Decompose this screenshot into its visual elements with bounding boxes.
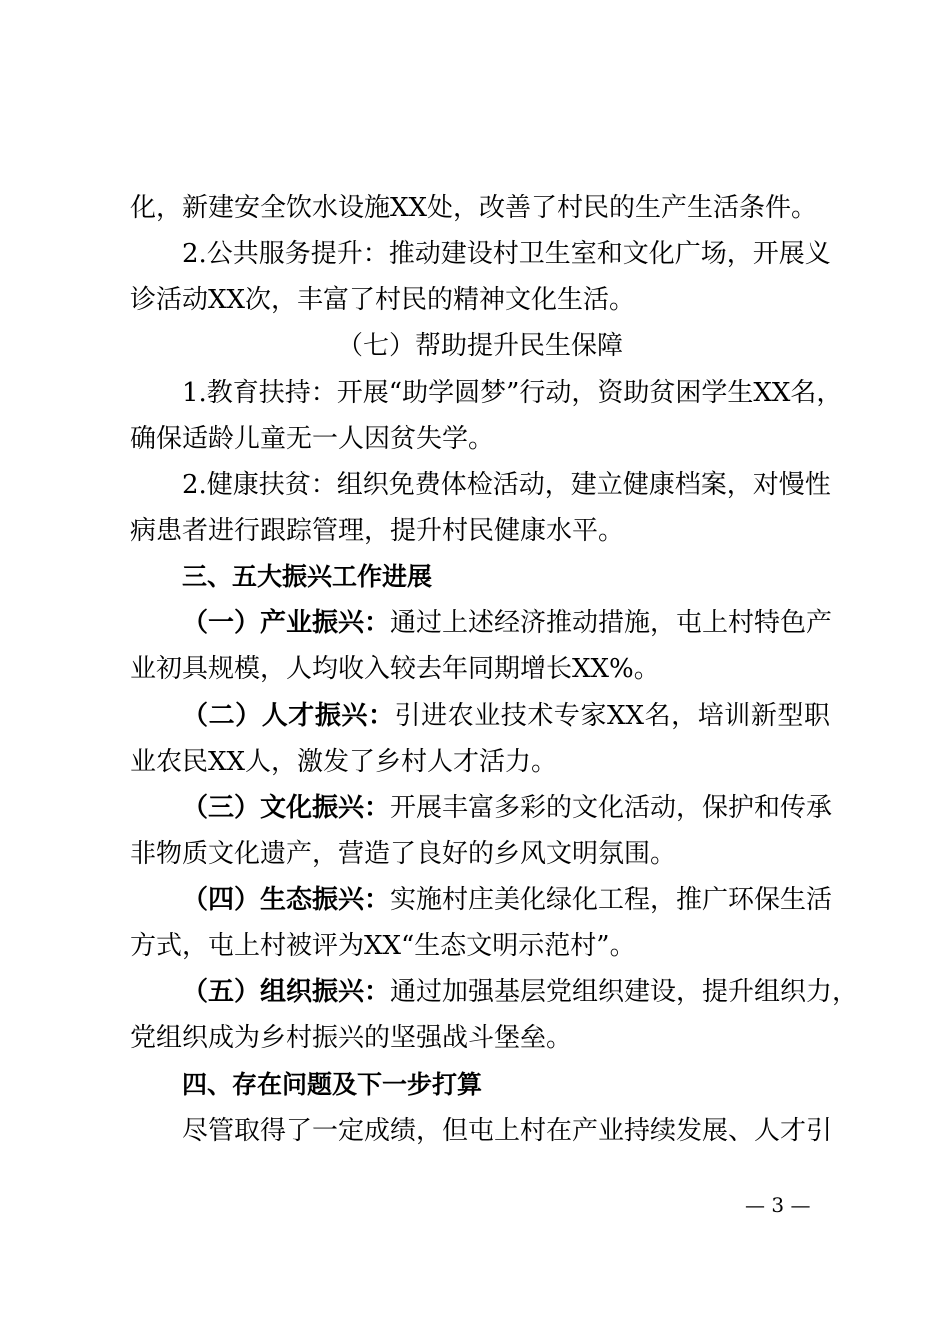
paragraph-line: 2.健康扶贫：组织免费体检活动，建立健康档案，对慢性 [182, 470, 831, 500]
item-label: （二）人才振兴： [182, 701, 395, 731]
paragraph-line: 确保适龄儿童无一人因贫失学。 [130, 424, 495, 454]
item-label: （一）产业振兴： [182, 608, 391, 638]
item-text: 引进农业技术专家XX名，培训新型职 [394, 701, 830, 731]
paragraph-line [182, 977, 859, 1007]
paragraph-line: 2.公共服务提升：推动建设村卫生室和文化广场，开展义 [182, 239, 831, 269]
item-label: （三）文化振兴： [182, 793, 391, 823]
paragraph-line: 非物质文化遗产，营造了良好的乡风文明氛围。 [130, 839, 677, 869]
paragraph-line [182, 701, 830, 731]
page-number: — 3 — [745, 1193, 811, 1217]
paragraph-line: 诊活动XX次，丰富了村民的精神文化生活。 [130, 285, 636, 315]
section-heading: 四、存在问题及下一步打算 [182, 1070, 483, 1099]
paragraph-line [182, 793, 833, 823]
paragraph-line: 党组织成为乡村振兴的坚强战斗堡垒。 [130, 1023, 573, 1053]
subsection-title: （七）帮助提升民生保障 [336, 331, 623, 361]
item-text: 通过上述经济推动措施，屯上村特色产 [390, 608, 833, 638]
paragraph-line: 业初具规模，人均收入较去年同期增长XX%。 [130, 654, 660, 684]
section-heading: 三、五大振兴工作进展 [182, 562, 433, 591]
paragraph-line: 尽管取得了一定成绩，但屯上村在产业持续发展、人才引 [182, 1116, 833, 1146]
paragraph-line [182, 608, 833, 638]
item-text: 开展丰富多彩的文化活动，保护和传承 [390, 793, 833, 823]
paragraph-line: 化，新建安全饮水设施XX处，改善了村民的生产生活条件。 [130, 193, 818, 223]
paragraph-line: 1.教育扶持：开展“助学圆梦”行动，资助贫困学生XX名， [182, 378, 843, 408]
item-label: （四）生态振兴： [182, 885, 391, 915]
item-text: 实施村庄美化绿化工程，推广环保生活 [390, 885, 833, 915]
paragraph-line [182, 885, 833, 915]
paragraph-line: 病患者进行跟踪管理，提升村民健康水平。 [130, 516, 625, 546]
paragraph-line: 方式，屯上村被评为XX“生态文明示范村”。 [130, 931, 636, 961]
item-text: 通过加强基层党组织建设，提升组织力， [390, 977, 859, 1007]
item-label: （五）组织振兴： [182, 977, 391, 1007]
paragraph-line: 业农民XX人，激发了乡村人才活力。 [130, 747, 558, 777]
